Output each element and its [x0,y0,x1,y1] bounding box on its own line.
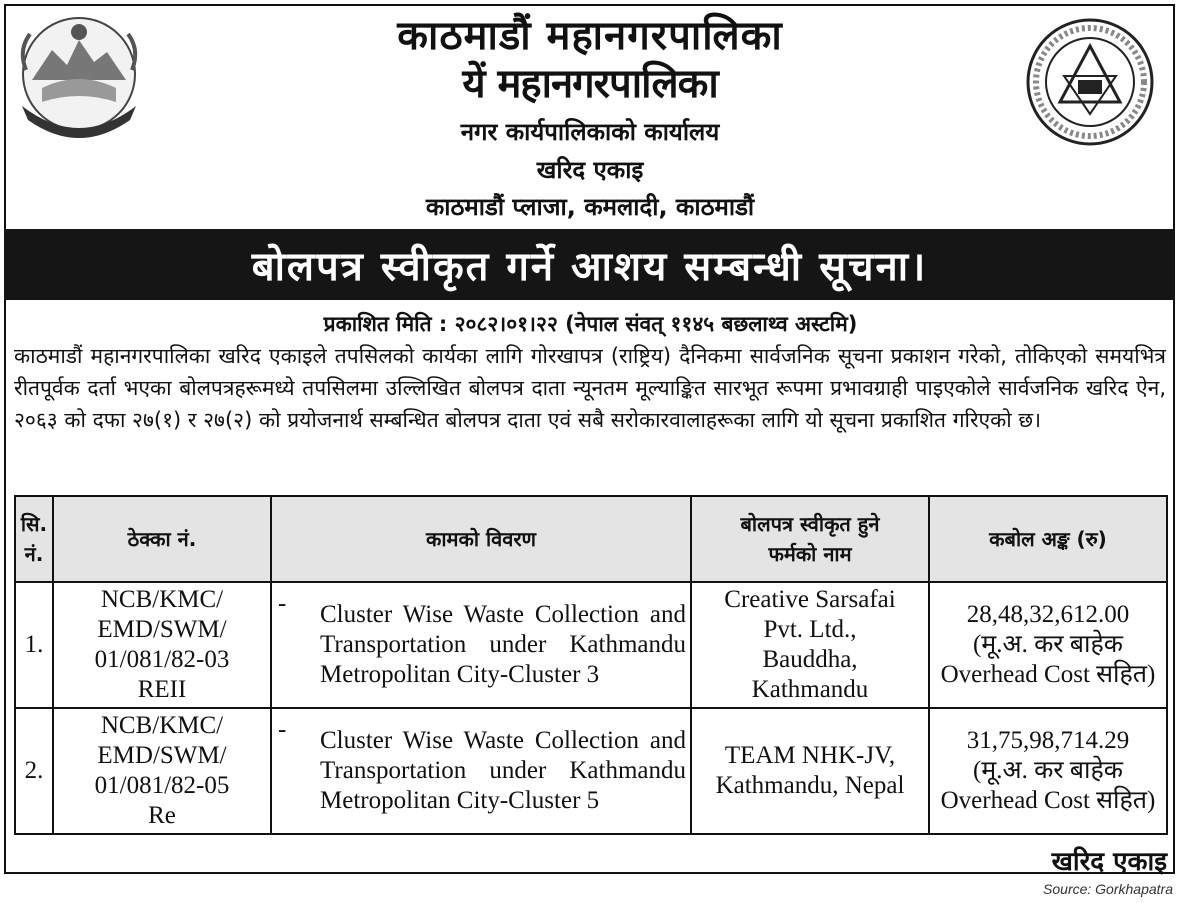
notice-title-banner [4,229,1175,300]
table-row [15,582,1167,708]
header-firm-name: बोलपत्र स्वीकृत हुने फर्मको नाम [691,496,929,582]
municipality-name: काठमाडौं महानगरपालिका [397,13,783,59]
kmc-seal-logo [1024,16,1156,148]
municipality-name-newari: यें महानगरपालिका [462,61,718,107]
row-firm-name: TEAM NHK-JV, Kathmandu, Nepal [691,708,929,834]
row-sn: 1. [15,582,53,708]
published-date: प्रकाशित मिति : २०८२।०१।२२ (नेपाल संवत् ११४५ बछलाथ्व अस्टमि) [323,312,858,336]
header-contract-no: ठेक्का नं. [53,496,271,582]
row-contract-no: NCB/KMC/ EMD/SWM/ 01/081/82-05 Re [53,708,271,834]
header-sn: सि. नं. [15,496,53,582]
row-firm-name: Creative Sarsafai Pvt. Ltd., Bauddha, Kathmandu [691,582,929,708]
bid-acceptance-table [14,495,1168,835]
unit-name: खरिद एकाइ [536,156,644,184]
row-bid-amount: 31,75,98,714.29 (मू.अ. कर बाहेक Overhead Cost सहित) [929,708,1167,834]
row-work-description: - Cluster Wise Waste Collection and Transportation under Kathmandu Metropolitan City-Cluster 5 [271,708,691,834]
table-header-row [15,496,1167,582]
notice-title: बोलपत्र स्वीकृत गर्ने आशय सम्बन्धी सूचना। [251,244,928,290]
row-bid-amount: 28,48,32,612.00 (मू.अ. कर बाहेक Overhead Cost सहित) [929,582,1167,708]
footer-signature: खरिद एकाइ [1051,847,1167,877]
table-row [15,708,1167,834]
nepal-emblem-logo [12,10,146,144]
notice-body-text: काठमाडौं महानगरपालिका खरिद एकाइले तपसिलको कार्यका लागि गोरखापत्र (राष्ट्रिय) दैनिकमा सार्वजनिक सूचना प्रकाशन गरेको, तोकिएको समयभित्र रीतपूर्वक दर्ता भएका बोलपत्रहरूमध्ये तपसिलमा उल्लिखित बोलपत्र दाता न्यूनतम मूल्याङ्कित सारभूत रूपमा प्रभावग्राही पाइएकोले सार्वजनिक खरिद ऐन, २०६३ को दफा २७(१) र २७(२) को प्रयोजनार्थ सम्बन्धित बोलपत्र दाता एवं सबै सरोकारवालाहरूका लागि यो सूचना प्रकाशित गरिएको छ। [14,344,1166,432]
header-bid-amount: कबोल अङ्क (रु) [929,496,1167,582]
row-work-description: - Cluster Wise Waste Collection and Transportation under Kathmandu Metropolitan City-Cluster 3 [271,582,691,708]
header-work-description: कामको विवरण [271,496,691,582]
source-credit: Source: Gorkhapatra [1043,881,1173,897]
row-sn: 2. [15,708,53,834]
office-name: नगर कार्यपालिकाको कार्यालय [460,118,720,146]
row-contract-no: NCB/KMC/ EMD/SWM/ 01/081/82-03 REII [53,582,271,708]
office-address: काठमाडौं प्लाजा, कमलादी, काठमाडौं [425,193,755,221]
